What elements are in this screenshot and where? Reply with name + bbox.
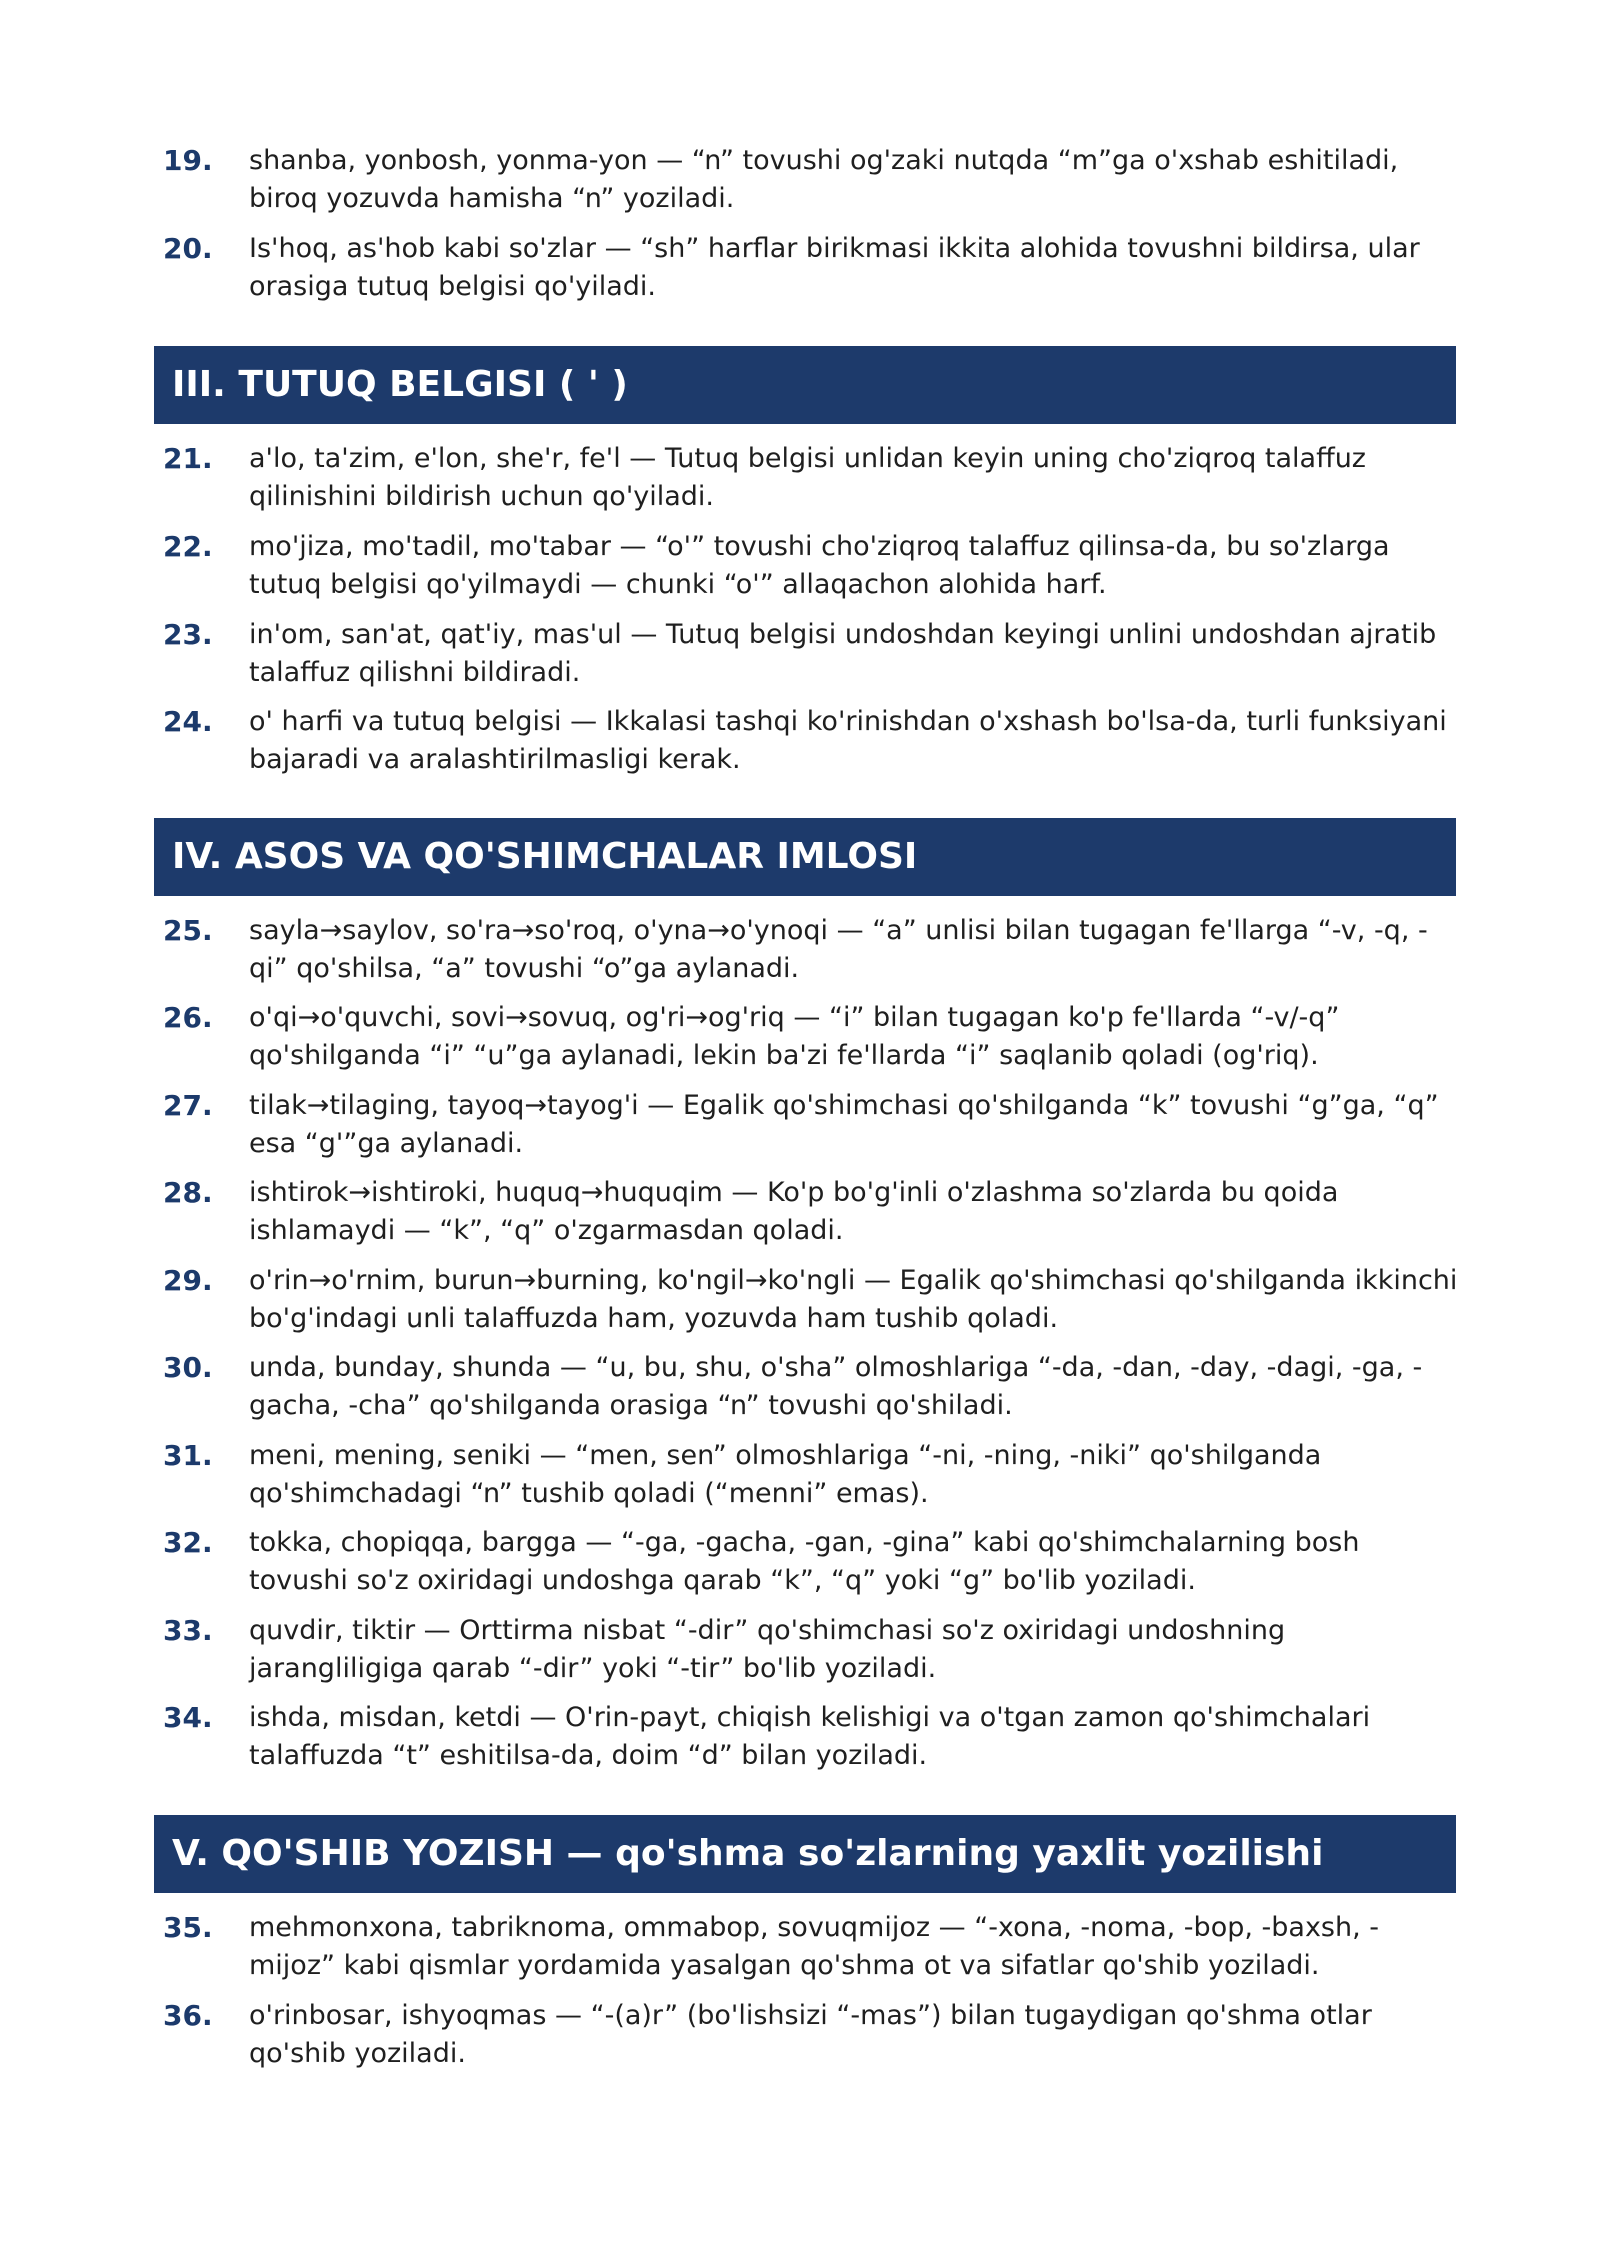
rule-item xyxy=(163,528,1463,604)
rule-number: 23. xyxy=(163,618,213,651)
rule-item xyxy=(163,1612,1463,1688)
rule-item xyxy=(163,1997,1463,2073)
rule-text: ishda, misdan, ketdi — O'rin-payt, chiqish kelishigi va o'tgan zamon qo'shimchalari talaffuzda “t” eshitilsa-da, doim “d” bilan yoziladi. xyxy=(249,1702,1371,1771)
rule-text: tilak→tilaging, tayoq→tayog'i — Egalik qo'shimchasi qo'shilganda “k” tovushi “g”ga, “q” esa “g'”ga aylanadi. xyxy=(249,1090,1439,1159)
rule-item xyxy=(163,1087,1463,1163)
rule-number: 22. xyxy=(163,530,213,563)
rule-text: mehmonxona, tabriknoma, ommabop, sovuqmijoz — “-xona, -noma, -bop, -baxsh, -mijoz” kabi qismlar yordamida yasalgan qo'shma ot va sifatlar qo'shib yoziladi. xyxy=(249,1912,1380,1981)
rule-number: 31. xyxy=(163,1439,213,1472)
rule-number: 36. xyxy=(163,1999,213,2032)
section-heading: V. QO'SHIB YOZISH — qo'shma so'zlarning yaxlit yozilishi xyxy=(154,1815,1456,1893)
rule-item xyxy=(163,230,1463,306)
rule-item xyxy=(163,1174,1463,1250)
rule-number: 21. xyxy=(163,442,213,475)
rule-item xyxy=(163,440,1463,516)
rule-item xyxy=(163,703,1463,779)
rule-text: in'om, san'at, qat'iy, mas'ul — Tutuq belgisi undoshdan keyingi unlini undoshdan ajratib talaffuz qilishni bildiradi. xyxy=(249,619,1437,688)
rule-item xyxy=(163,1699,1463,1775)
rule-text: a'lo, ta'zim, e'lon, she'r, fe'l — Tutuq belgisi unlidan keyin uning cho'ziqroq talaffuz qilinishini bildirish uchun qo'yiladi. xyxy=(249,443,1366,512)
rule-text: o'rinbosar, ishyoqmas — “-(a)r” (bo'lishsizi “-mas”) bilan tugaydigan qo'shma otlar qo'shib yoziladi. xyxy=(249,2000,1372,2069)
rule-number: 26. xyxy=(163,1001,213,1034)
rule-number: 30. xyxy=(163,1351,213,1384)
rule-item xyxy=(163,1262,1463,1338)
rule-number: 29. xyxy=(163,1264,213,1297)
rule-number: 20. xyxy=(163,232,213,265)
rule-number: 28. xyxy=(163,1176,213,1209)
rule-number: 25. xyxy=(163,914,213,947)
rule-item xyxy=(163,616,1463,692)
rule-number: 24. xyxy=(163,705,213,738)
rule-text: Is'hoq, as'hob kabi so'zlar — “sh” harflar birikmasi ikkita alohida tovushni bildirsa, ular orasiga tutuq belgisi qo'yiladi. xyxy=(249,233,1420,302)
rule-text: meni, mening, seniki — “men, sen” olmoshlariga “-ni, -ning, -niki” qo'shilganda qo'shimchadagi “n” tushib qoladi (“menni” emas). xyxy=(249,1440,1322,1509)
rule-item xyxy=(163,1349,1463,1425)
rule-text: unda, bunday, shunda — “u, bu, shu, o'sha” olmoshlariga “-da, -dan, -day, -dagi, -ga, -gacha, -cha” qo'shilganda orasiga “n” tovushi qo'shiladi. xyxy=(249,1352,1423,1421)
rule-item xyxy=(163,912,1463,988)
rule-text: o'rin→o'rnim, burun→burning, ko'ngil→ko'ngli — Egalik qo'shimchasi qo'shilganda ikkinchi bo'g'indagi unli talaffuzda ham, yozuvda ham tushib qoladi. xyxy=(249,1265,1458,1334)
rule-item xyxy=(163,1909,1463,1985)
rule-text: o' harfi va tutuq belgisi — Ikkalasi tashqi ko'rinishdan o'xshash bo'lsa-da, turli funksiyani bajaradi va aralashtirilmasligi kerak. xyxy=(249,706,1447,775)
rule-text: quvdir, tiktir — Orttirma nisbat “-dir” qo'shimchasi so'z oxiridagi undoshning jarangliligiga qarab “-dir” yoki “-tir” bo'lib yoziladi. xyxy=(249,1615,1286,1684)
section-heading: IV. ASOS VA QO'SHIMCHALAR IMLOSI xyxy=(154,818,1456,896)
rule-item xyxy=(163,1524,1463,1600)
rule-number: 33. xyxy=(163,1614,213,1647)
rule-number: 27. xyxy=(163,1089,213,1122)
rule-item xyxy=(163,142,1463,218)
section-heading: III. TUTUQ BELGISI ( ' ) xyxy=(154,346,1456,424)
rule-number: 34. xyxy=(163,1701,213,1734)
rule-text: ishtirok→ishtiroki, huquq→huquqim — Ko'p bo'g'inli o'zlashma so'zlarda bu qoida ishlamaydi — “k”, “q” o'zgarmasdan qoladi. xyxy=(249,1177,1339,1246)
rule-text: mo'jiza, mo'tadil, mo'tabar — “o'” tovushi cho'ziqroq talaffuz qilinsa-da, bu so'zlarga tutuq belgisi qo'yilmaydi — chunki “o'” allaqachon alohida harf. xyxy=(249,531,1390,600)
rule-text: sayla→saylov, so'ra→so'roq, o'yna→o'ynoqi — “a” unlisi bilan tugagan fe'llarga “-v, -q, -qi” qo'shilsa, “a” tovushi “o”ga aylanadi. xyxy=(249,915,1428,984)
rule-text: o'qi→o'quvchi, sovi→sovuq, og'ri→og'riq — “i” bilan tugagan ko'p fe'llarda “-v/-q” qo'shilganda “i” “u”ga aylanadi, lekin ba'zi fe'llarda “i” saqlanib qoladi (og'riq). xyxy=(249,1002,1340,1071)
rule-number: 32. xyxy=(163,1526,213,1559)
rule-item xyxy=(163,1437,1463,1513)
rule-text: tokka, chopiqqa, bargga — “-ga, -gacha, -gan, -gina” kabi qo'shimchalarning bosh tovushi so'z oxiridagi undoshga qarab “k”, “q” yoki “g” bo'lib yoziladi. xyxy=(249,1527,1360,1596)
rule-item xyxy=(163,999,1463,1075)
rule-number: 19. xyxy=(163,144,213,177)
rule-number: 35. xyxy=(163,1911,213,1944)
rule-text: shanba, yonbosh, yonma-yon — “n” tovushi og'zaki nutqda “m”ga o'xshab eshitiladi, biroq yozuvda hamisha “n” yoziladi. xyxy=(249,145,1399,214)
